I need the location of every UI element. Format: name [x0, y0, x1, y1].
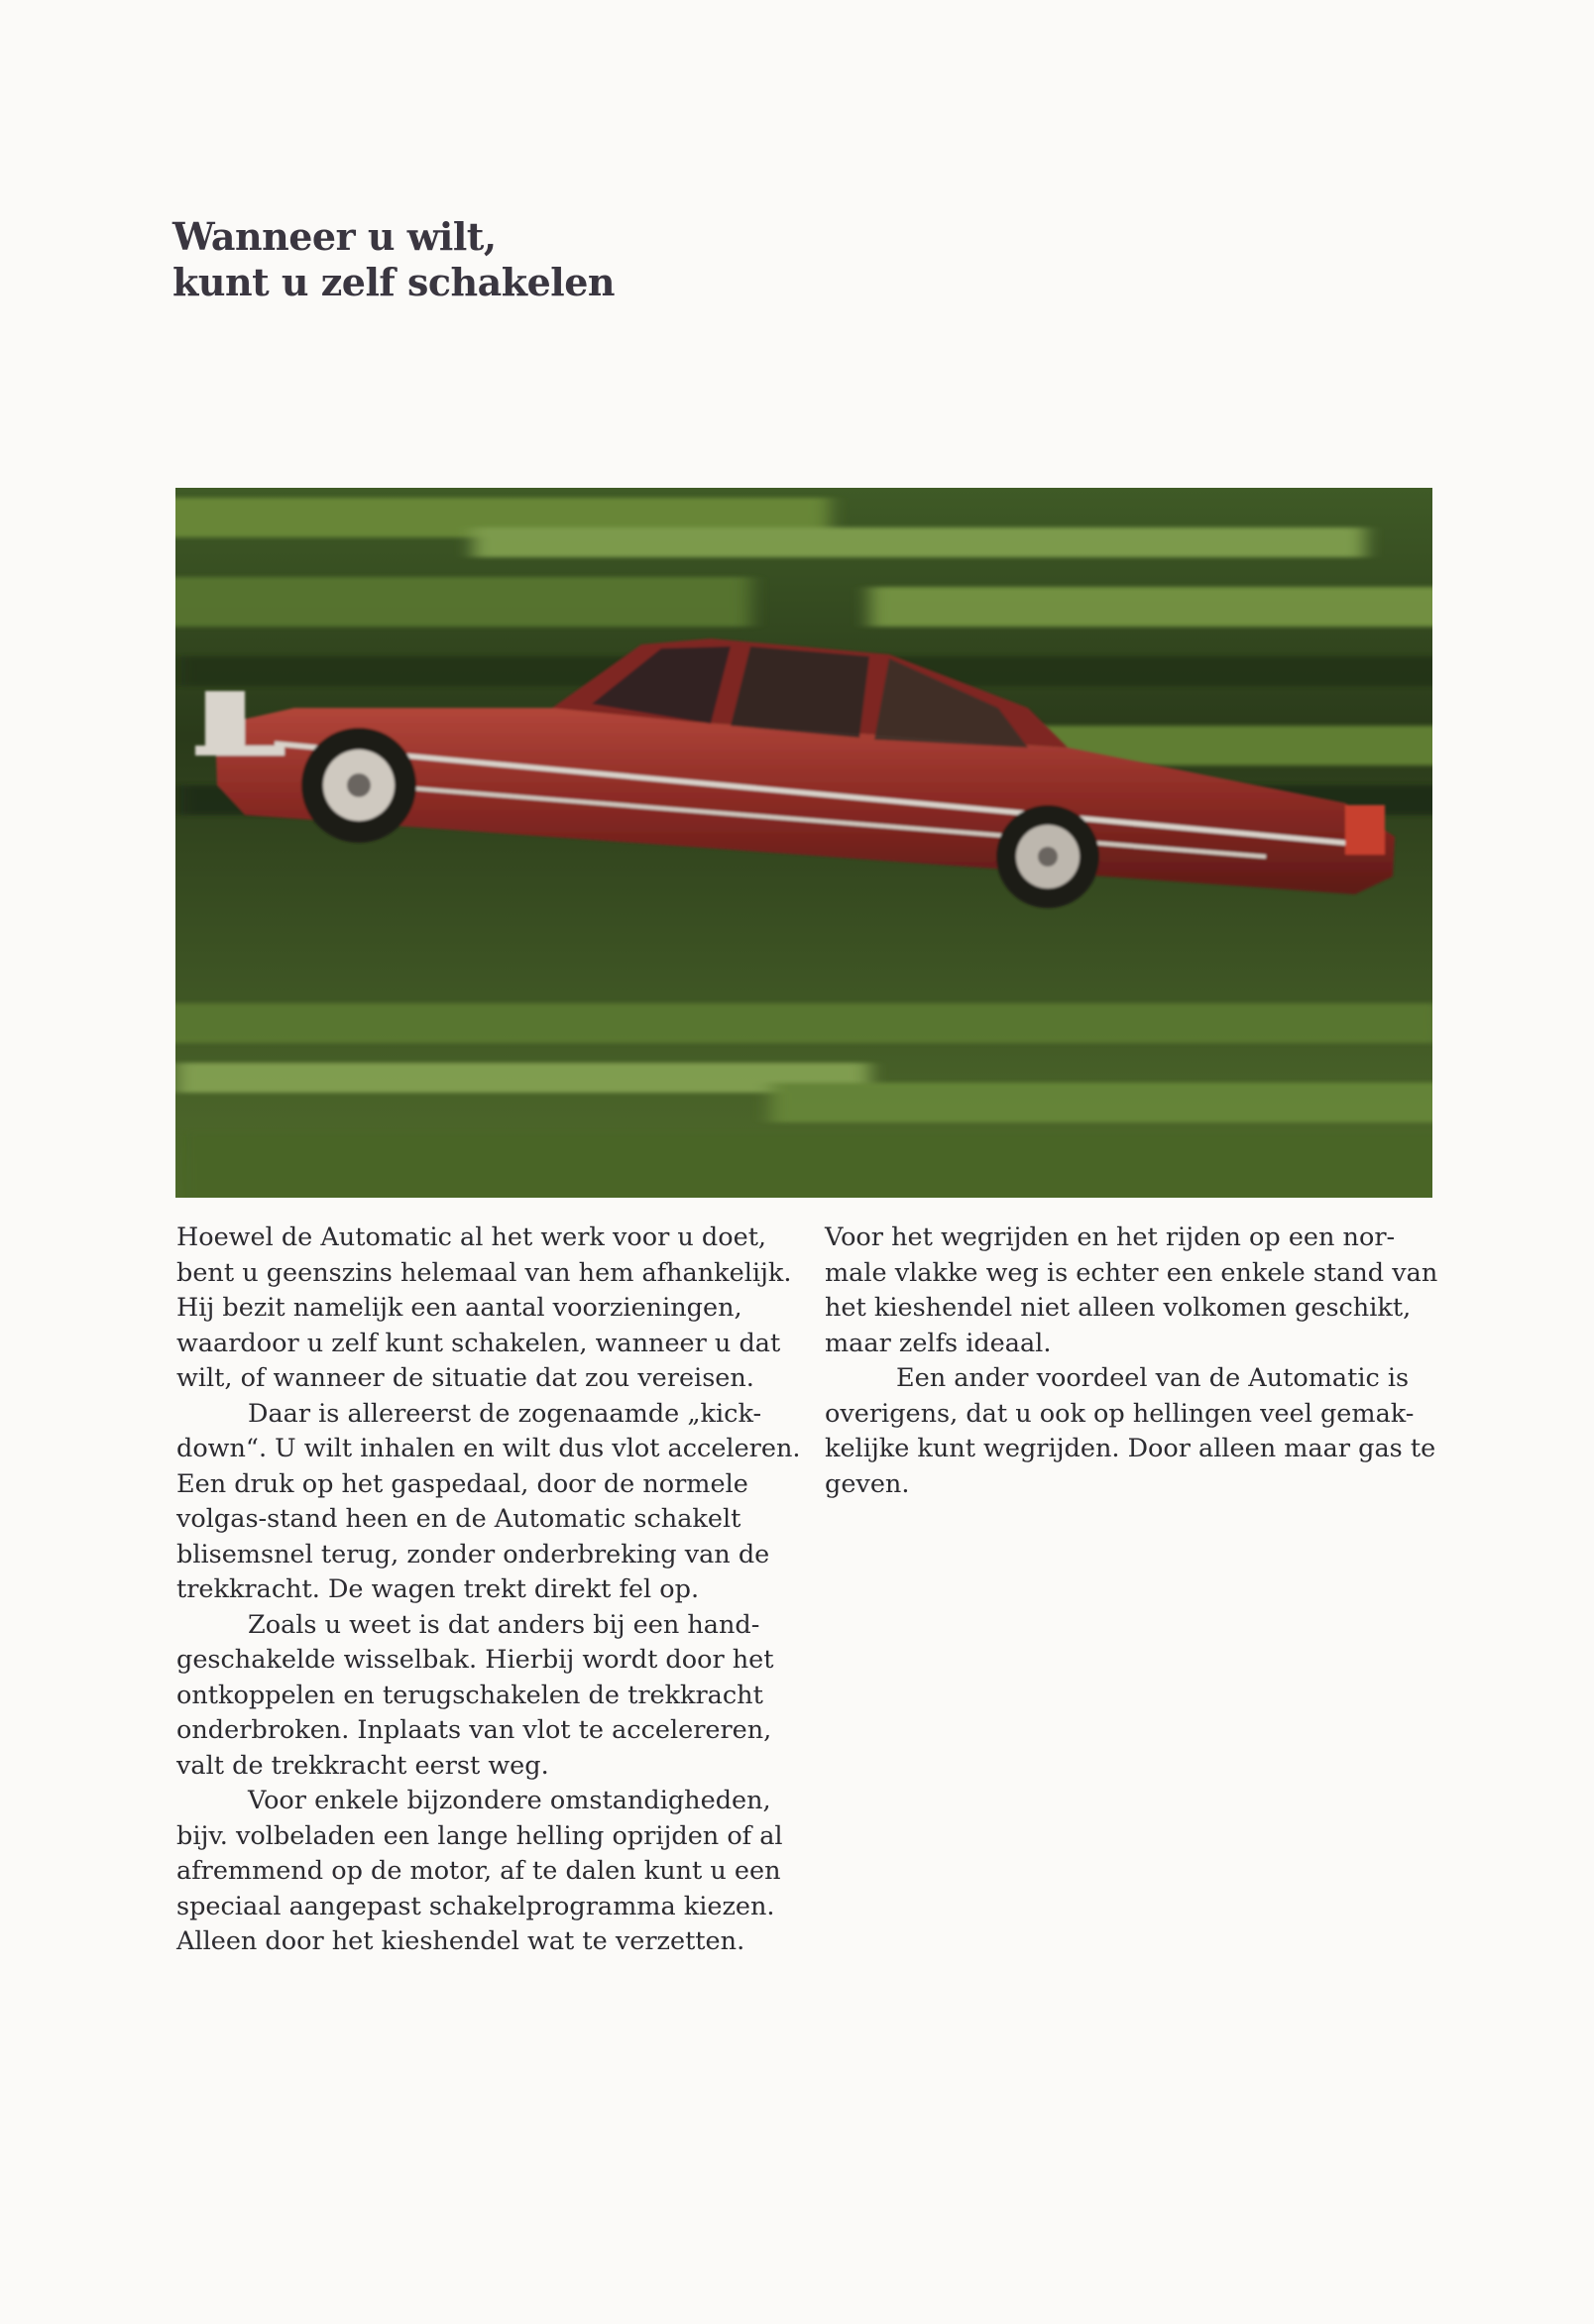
- car-photo: [175, 488, 1432, 1198]
- paragraph: Daar is allereerst de zogenaamde „kick-down“. U wilt inhalen en wilt dus vlot acceleren. Een druk op het gaspedaal, door de normele volgas-stand heen en de Automatic schakelt blisemsnel terug, zonder onderbreking van de trekkracht. De wagen trekt direkt fel op.: [176, 1398, 801, 1604]
- title-line-1: Wanneer u wilt,: [172, 214, 497, 259]
- paragraph: Hoewel de Automatic al het werk voor u doet, bent u geenszins helemaal van hem afhankelijk. Hij bezit namelijk een aantal voorzieningen, waardoor u zelf kunt schakelen, wanneer u dat wilt, of wanneer de situatie dat zou vereisen.: [176, 1222, 792, 1393]
- title-line-2: kunt u zelf schakelen: [172, 260, 616, 304]
- paragraph: Voor het wegrijden en het rijden op een nor-male vlakke weg is echter een enkele stand van het kieshendel niet alleen volkomen geschikt, maar zelfs ideaal.: [825, 1222, 1438, 1358]
- body-text-right-column: [825, 1220, 1439, 1502]
- car-photo-icon: [175, 488, 1432, 1198]
- paragraph: Een ander voordeel van de Automatic is overigens, dat u ook op hellingen veel gemak-kelijke kunt wegrijden. Door alleen maar gas te geven.: [825, 1363, 1436, 1499]
- paragraph: Zoals u weet is dat anders bij een hand-geschakelde wisselbak. Hierbij wordt door het ontkoppelen en terugschakelen de trekkracht onderbroken. Inplaats van vlot te accelereren, valt de trekkracht eerst weg.: [176, 1609, 774, 1781]
- body-text-left-column: [176, 1220, 811, 1960]
- page-title: [172, 214, 615, 305]
- paragraph: Voor enkele bijzondere omstandigheden, bijv. volbeladen een lange helling oprijden of al afremmend op de motor, af te dalen kunt u een speciaal aangepast schakelprogramma kiezen. Alleen door het kieshendel wat te verzetten.: [176, 1786, 783, 1956]
